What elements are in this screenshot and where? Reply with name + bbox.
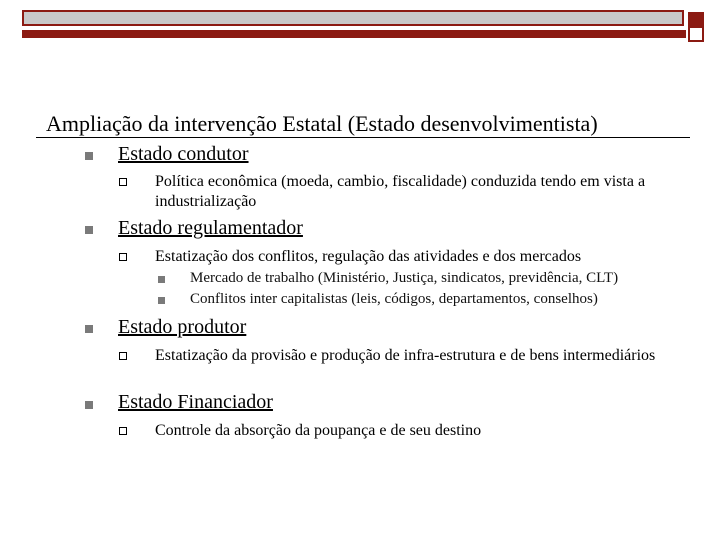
hollow-square-bullet-icon <box>119 253 127 261</box>
hollow-square-bullet-icon <box>119 178 127 186</box>
header-square-outline <box>688 26 704 42</box>
bullet-text: Estatização dos conflitos, regulação das atividades e dos mercados <box>155 248 582 265</box>
slide-header-decoration <box>22 10 708 42</box>
header-bar <box>22 10 684 26</box>
slide-title: Ampliação da intervenção Estatal (Estado desenvolvimentista) <box>46 111 598 136</box>
bullet-text: Controle da absorção da poupança e de seu destino <box>155 422 482 439</box>
square-bullet-icon <box>158 276 165 283</box>
header-accent-bar <box>22 30 686 38</box>
square-bullet-icon <box>85 325 93 333</box>
sub-bullet-text: Mercado de trabalho (Ministério, Justiça, sindicatos, previdência, CLT) <box>190 270 619 286</box>
square-bullet-icon <box>85 226 93 234</box>
section-heading: Estado regulamentador <box>118 217 303 239</box>
header-square-filled <box>688 12 704 26</box>
square-bullet-icon <box>85 152 93 160</box>
section-heading: Estado produtor <box>118 316 247 338</box>
sub-bullet-text: Conflitos inter capitalistas (leis, códigos, departamentos, conselhos) <box>190 291 598 307</box>
bullet-text: Política econômica (moeda, cambio, fiscalidade) conduzida tendo em vista a industrialização <box>155 173 646 210</box>
title-underline <box>36 137 690 138</box>
square-bullet-icon <box>158 297 165 304</box>
bullet-text: Estatização da provisão e produção de infra-estrutura e de bens intermediários <box>155 347 656 364</box>
square-bullet-icon <box>85 401 93 409</box>
section-heading: Estado condutor <box>118 143 249 165</box>
hollow-square-bullet-icon <box>119 427 127 435</box>
section-heading: Estado Financiador <box>118 391 273 413</box>
hollow-square-bullet-icon <box>119 352 127 360</box>
